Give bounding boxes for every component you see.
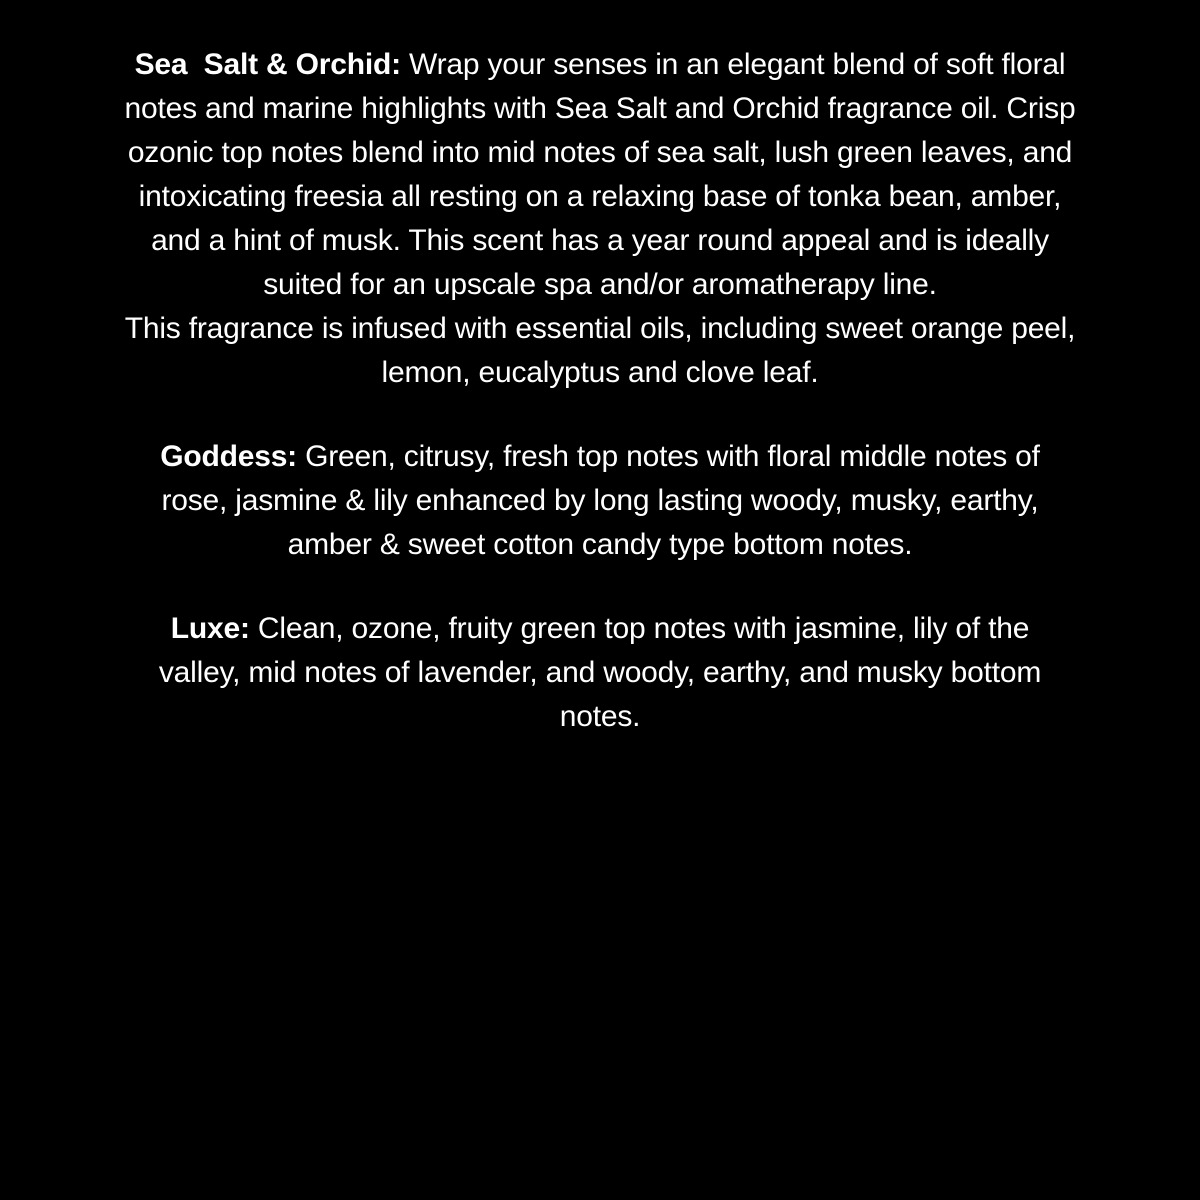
text-line: and a hint of musk. This scent has a year round appeal and is ideally: [151, 224, 1049, 257]
text-line: amber & sweet cotton candy type bottom notes.: [287, 528, 913, 561]
paragraph-luxe: [10, 607, 1190, 739]
text-line: valley, mid notes of lavender, and woody, earthy, and musky bottom: [158, 656, 1042, 689]
fragrance-name-label: Luxe:: [170, 612, 250, 645]
fragrance-name-label: Sea Salt & Orchid:: [134, 48, 401, 81]
text-line: Sea Salt & Orchid: Wrap your senses in an elegant blend of soft floral: [134, 48, 1066, 81]
paragraph-goddess: [10, 435, 1190, 567]
text-line: notes and marine highlights with Sea Salt and Orchid fragrance oil. Crisp: [124, 92, 1076, 125]
text-line: rose, jasmine & lily enhanced by long lasting woody, musky, earthy,: [161, 484, 1039, 517]
fragrance-name-label: Goddess:: [160, 440, 297, 473]
text-line: This fragrance is infused with essential oils, including sweet orange peel,: [124, 312, 1076, 345]
text-line: lemon, eucalyptus and clove leaf.: [381, 356, 819, 389]
text-line: suited for an upscale spa and/or aromatherapy line.: [263, 268, 937, 301]
text-line: Luxe: Clean, ozone, fruity green top notes with jasmine, lily of the: [170, 612, 1030, 645]
text-line: notes.: [559, 700, 641, 733]
text-line: ozonic top notes blend into mid notes of sea salt, lush green leaves, and: [127, 136, 1073, 169]
text-line: intoxicating freesia all resting on a relaxing base of tonka bean, amber,: [138, 180, 1062, 213]
text-line: Goddess: Green, citrusy, fresh top notes with floral middle notes of: [160, 440, 1040, 473]
paragraph-sea-salt-orchid: [10, 43, 1190, 395]
